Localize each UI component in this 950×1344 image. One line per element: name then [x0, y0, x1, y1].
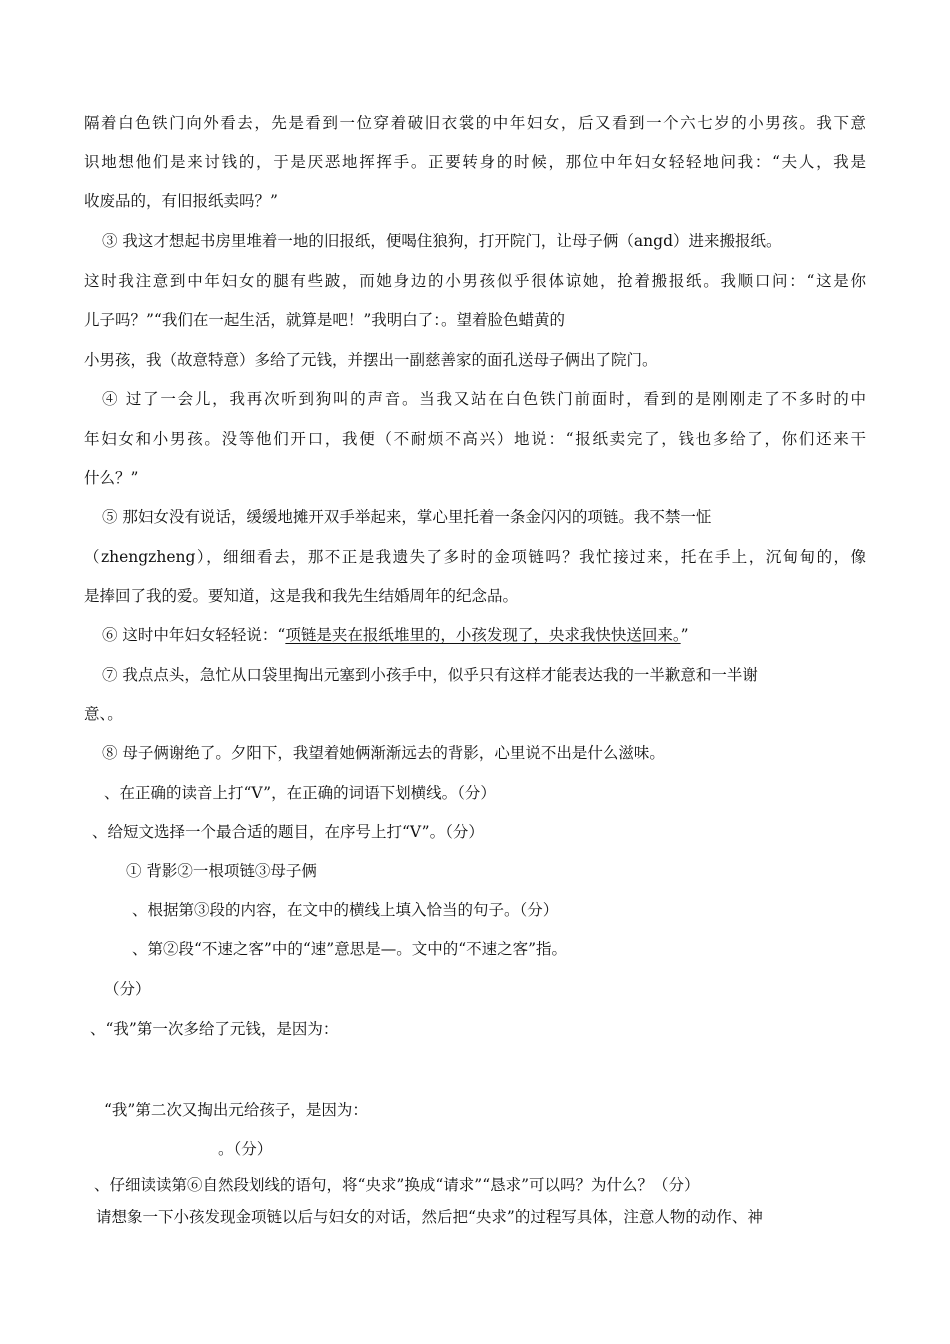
passage-line: 年妇女和小男孩。没等他们开口，我便（不耐烦不高兴）地说：“报纸卖完了，钱也多给了，你们还来干: [84, 430, 866, 448]
passage-line: 儿子吗？”“我们在一起生活，就算是吧！”我明白了：。望着脸色蜡黄的: [84, 311, 566, 329]
passage-line: 是捧回了我的爱。要知道，这是我和我先生结婚周年的纪念品。: [84, 587, 519, 605]
paragraph-5: ⑤ 那妇女没有说话，缓缓地摊开双手举起来，掌心里托着一条金闪闪的项链。我不禁一怔: [102, 508, 712, 526]
question-4-score: （分）: [104, 980, 151, 998]
question-5: 、“我”第一次多给了元钱，是因为：: [90, 1020, 339, 1038]
question-1: 、在正确的读音上打“V”，在正确的词语下划横线。（分）: [104, 784, 496, 802]
question-7: 请想象一下小孩发现金项链以后与妇女的对话，然后把“央求”的过程写具体，注意人物的动作、神: [96, 1208, 763, 1226]
passage-line: 收废品的，有旧报纸卖吗？”: [84, 192, 278, 210]
passage-line: （zhengzheng），细细看去，那不正是我遗失了多时的金项链吗？我忙接过来，托在手上，沉甸甸的，像: [84, 548, 866, 566]
paragraph-7: ⑦ 我点点头，急忙从口袋里掏出元塞到小孩手中，似乎只有这样才能表达我的一半歉意和一半谢: [102, 666, 758, 684]
paragraph-4: ④ 过了一会儿，我再次听到狗叫的声音。当我又站在白色铁门前面时，看到的是刚刚走了不多时的中: [102, 390, 866, 408]
question-2: 、给短文选择一个最合适的题目，在序号上打“V”。（分）: [92, 823, 484, 841]
question-6: 、仔细读读第⑥自然段划线的语句，将“央求”换成“请求”“恳求”可以吗？为什么？（分）: [94, 1176, 700, 1194]
underlined-sentence: 项链是夹在报纸堆里的，小孩发现了，央求我快快送回来。: [285, 626, 681, 644]
question-3: 、根据第③段的内容，在文中的横线上填入恰当的句子。（分）: [132, 901, 559, 919]
passage-line: 什么？”: [84, 469, 139, 487]
question-5-part-2: “我”第二次又掏出元给孩子，是因为：: [104, 1101, 368, 1119]
paragraph-6-suffix: ”: [680, 626, 689, 644]
question-5-score: 。（分）: [218, 1140, 273, 1158]
passage-line: 识地想他们是来讨钱的，于是厌恶地挥挥手。正要转身的时候，那位中年妇女轻轻地问我：“夫人，我是: [84, 153, 866, 171]
paragraph-8: ⑧ 母子俩谢绝了。夕阳下，我望着她俩渐渐远去的背影，心里说不出是什么滋味。: [102, 744, 665, 762]
paragraph-3: ③ 我这才想起书房里堆着一地的旧报纸，便喝住狼狗，打开院门，让母子俩（angd）进来搬报纸。: [102, 232, 782, 250]
question-4: 、第②段“不速之客”中的“速”意思是—。文中的“不速之客”指。: [132, 940, 568, 958]
passage-line: 这时我注意到中年妇女的腿有些跛，而她身边的小男孩似乎很体谅她，抢着搬报纸。我顺口问：“这是你: [84, 272, 866, 290]
passage-line: 隔着白色铁门向外看去，先是看到一位穿着破旧衣裳的中年妇女，后又看到一个六七岁的小男孩。我下意: [84, 114, 866, 132]
paragraph-6-prefix: ⑥ 这时中年妇女轻轻说：“: [102, 626, 286, 644]
question-2-options: ① 背影②一根项链③母子俩: [126, 862, 317, 880]
passage-line: 小男孩，我（故意特意）多给了元钱，并摆出一副慈善家的面孔送母子俩出了院门。: [84, 351, 658, 369]
passage-line: 意、。: [84, 705, 123, 723]
paragraph-6: [102, 624, 689, 646]
